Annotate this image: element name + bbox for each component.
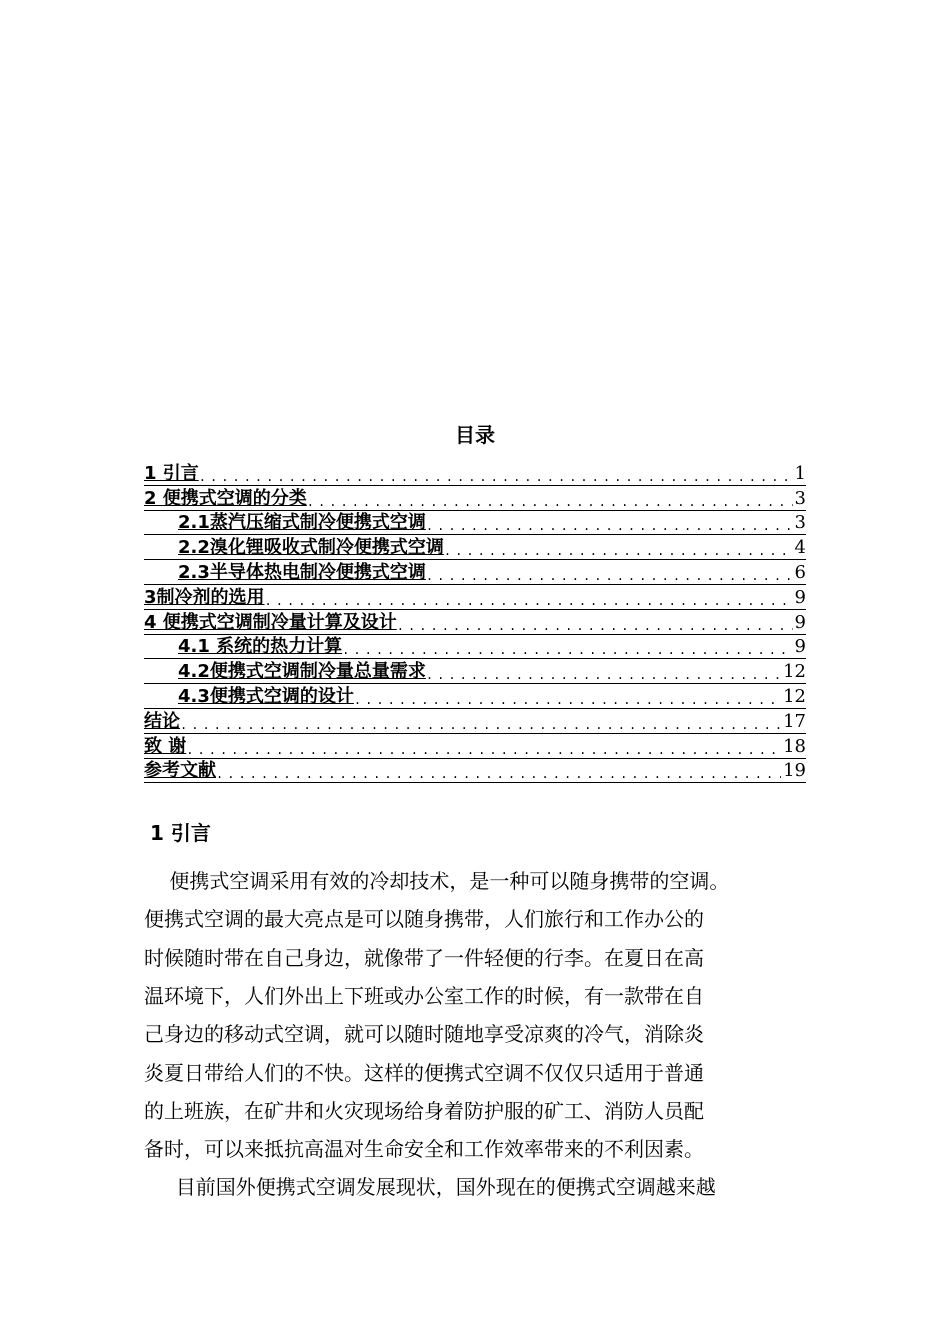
- toc-leader-dots: [444, 537, 793, 559]
- toc-leader-dots: [199, 463, 793, 485]
- toc-leader-dots: [342, 636, 792, 658]
- toc-entry[interactable]: [144, 461, 806, 486]
- toc-leader-dots: [186, 736, 781, 758]
- paragraph-line: 炎夏日带给人们的不快。这样的便携式空调不仅仅只适用于普通: [144, 1060, 704, 1085]
- paragraph-line: 便携式空调采用有效的冷却技术，是一种可以随身携带的空调。: [144, 869, 730, 893]
- toc-entry-title: 2.3半导体热电制冷便携式空调: [178, 561, 426, 583]
- paragraph-line: 时候随时带在自己身边，就像带了一件轻便的行李。在夏日在高: [144, 945, 704, 970]
- toc-entry-title: 4 便携式空调制冷量计算及设计: [144, 611, 397, 633]
- toc-entry-page: 1: [794, 462, 806, 484]
- toc-entry[interactable]: [144, 759, 806, 784]
- paragraph-line: 备时，可以来抵抗高温对生命安全和工作效率带来的不利因素。: [144, 1137, 704, 1162]
- toc-entry-page: 9: [794, 586, 806, 608]
- toc-entry-title: 4.1 系统的热力计算: [178, 636, 343, 658]
- toc-leader-dots: [307, 488, 793, 510]
- paragraph-line: 目前国外便携式空调发展现状，国外现在的便携式空调越来越: [144, 1175, 716, 1200]
- toc-leader-dots: [426, 562, 793, 584]
- paragraph-line: 的上班族，在矿井和火灾现场给身着防护服的矿工、消防人员配: [144, 1098, 704, 1123]
- toc-entry-title: 参考文献: [144, 760, 216, 782]
- toc-entry-page: 4: [794, 537, 806, 559]
- toc-entry-title: 2.2溴化锂吸收式制冷便携式空调: [178, 537, 444, 559]
- toc-entry[interactable]: [144, 684, 806, 709]
- toc-entry-page: 12: [783, 685, 806, 707]
- toc-entry[interactable]: [144, 535, 806, 560]
- toc-entry-title: 2 便携式空调的分类: [144, 487, 307, 509]
- toc-entry[interactable]: [144, 659, 806, 684]
- toc-title: 目录: [455, 423, 495, 447]
- toc-entry[interactable]: [144, 610, 806, 635]
- toc-entry-page: 12: [783, 661, 806, 683]
- toc-leader-dots: [180, 711, 781, 733]
- toc-leader-dots: [426, 661, 781, 683]
- toc-entry[interactable]: [144, 511, 806, 536]
- toc-entry-page: 6: [794, 561, 806, 583]
- toc-entry[interactable]: [144, 635, 806, 660]
- toc-entry-title: 4.2便携式空调制冷量总量需求: [178, 661, 426, 683]
- toc-entry[interactable]: [144, 560, 806, 585]
- toc-entry-title: 3制冷剂的选用: [144, 586, 265, 608]
- toc-entry-page: 18: [783, 735, 806, 757]
- toc-entry-page: 19: [783, 760, 806, 782]
- toc-entry-page: 17: [783, 710, 806, 732]
- toc-entry[interactable]: [144, 585, 806, 610]
- table-of-contents: [144, 461, 806, 783]
- toc-entry-title: 致 谢: [144, 735, 187, 757]
- toc-entry[interactable]: [144, 734, 806, 759]
- toc-leader-dots: [426, 512, 793, 534]
- toc-entry[interactable]: [144, 709, 806, 734]
- toc-entry-title: 结论: [144, 710, 180, 732]
- toc-entry-title: 1 引言: [144, 462, 199, 484]
- toc-entry-page: 3: [794, 487, 806, 509]
- section-heading: 1 引言: [150, 821, 211, 845]
- toc-entry-page: 9: [794, 636, 806, 658]
- paragraph-line: 便携式空调的最大亮点是可以随身携带，人们旅行和工作办公的: [144, 907, 704, 932]
- toc-leader-dots: [216, 760, 781, 782]
- toc-entry-page: 3: [794, 512, 806, 534]
- toc-entry-title: 4.3便携式空调的设计: [178, 685, 354, 707]
- toc-leader-dots: [354, 686, 781, 708]
- paragraph-line: 温环境下，人们外出上下班或办公室工作的时候，有一款带在自: [144, 983, 704, 1008]
- toc-entry-page: 9: [794, 611, 806, 633]
- toc-entry[interactable]: [144, 486, 806, 511]
- toc-leader-dots: [265, 587, 793, 609]
- toc-leader-dots: [397, 612, 793, 634]
- toc-entry-title: 2.1蒸汽压缩式制冷便携式空调: [178, 512, 426, 534]
- paragraph-line: 己身边的移动式空调，就可以随时随地享受凉爽的冷气，消除炎: [144, 1022, 704, 1047]
